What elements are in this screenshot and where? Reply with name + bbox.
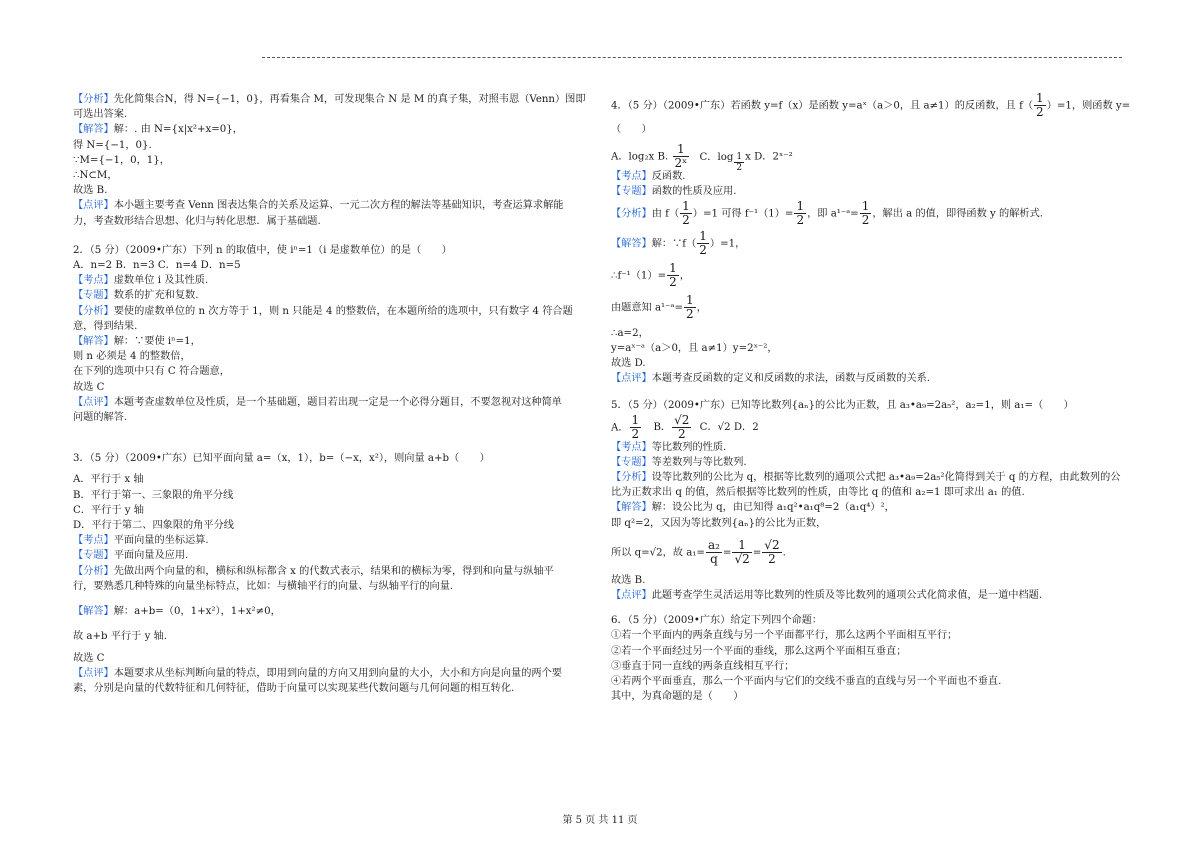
q1-comment-text: 本小题主要考查 Venn 图表达集合的关系及运算、一元二次方程的解法等基础知识，考查运算求解能 xyxy=(113,200,564,212)
numerator: 1 xyxy=(673,143,690,157)
q2-answer-line-2: 则 n 必须是 4 的整数倍， xyxy=(73,351,191,363)
q1-answer-line-3: ∵M={−1，0，1}， xyxy=(73,154,170,166)
q4-answer-line-2: ∴f⁻¹（1）= xyxy=(611,270,667,282)
q5-point-text: 等比数列的性质. xyxy=(651,441,727,453)
q4-comment-text: 本题考查反函数的定义和反函数的求法，函数与反函数的关系. xyxy=(651,373,931,385)
q4-analysis-text-2: ）=1 可得 f⁻¹（1）= xyxy=(692,208,794,220)
q2-answer xyxy=(73,334,583,349)
denominator: 2 xyxy=(677,426,686,441)
q4-log-base xyxy=(734,152,744,173)
q5-stem: 5．（5 分）（2009•广东）已知等比数列{aₙ}的公比为正数，且 a₃•a₉=2a₅²，a₂=1，则 a₁=（ ） xyxy=(611,400,1074,412)
q2-topic xyxy=(73,288,583,303)
q5-topic-text: 等差数列与等比数列. xyxy=(651,456,747,468)
denominator: 2ˣ xyxy=(674,156,688,171)
numerator: 1 xyxy=(861,198,870,213)
q6-proposition-3: ③垂直于同一直线的两条直线相互平行； xyxy=(611,660,795,672)
numerator: √2 xyxy=(674,412,690,427)
page-footer: 第 5 页 共 11 页 xyxy=(562,815,638,826)
analysis-tag: 【分析】 xyxy=(73,305,114,317)
q4-answer-line-5: y=aˣ⁻ᵃ（a＞0，且 a≠1）y=2ˣ⁻²， xyxy=(611,342,778,354)
numerator: 1 xyxy=(631,412,640,427)
q3-topic-text: 平面向量及应用. xyxy=(113,550,189,562)
q4-options xyxy=(611,142,1121,173)
q3-option-b: B．平行于第一、三象限的角平分线 xyxy=(73,489,234,501)
comment-tag: 【点评】 xyxy=(73,667,114,679)
q2-point xyxy=(73,273,583,288)
q5-comment-text: 此题考查学生灵活运用等比数列的性质及等比数列的通项公式化简求值，是一道中档题. xyxy=(651,590,1043,602)
fraction-half xyxy=(697,230,709,257)
q3-answer xyxy=(73,604,583,619)
q3-comment xyxy=(73,666,583,681)
denominator: q xyxy=(710,551,718,566)
q4-answer-2: ∴f⁻¹（1）= $\frac{1}{2}$ ， xyxy=(611,260,690,289)
fraction-half xyxy=(794,200,806,227)
fraction-half xyxy=(630,414,642,441)
q1-answer-line-1: 解：. 由 N={x|x²+x=0}， xyxy=(113,124,243,136)
numerator: 1 xyxy=(669,260,677,275)
q5-topic xyxy=(611,455,1121,470)
q3-analysis-text: 先做出两个向量的和，横标和纵标都含 x 的代数式表示，结果和的横标为零，得到和向量与纵轴平 xyxy=(113,565,554,577)
denominator: 2 xyxy=(686,306,694,321)
denominator: 2 xyxy=(1036,105,1044,119)
numerator: 1 xyxy=(686,292,694,307)
q5-option-c-d: C．√2 D．2 xyxy=(699,422,759,434)
q1-analysis xyxy=(73,92,586,107)
q5-option-b: B． xyxy=(653,422,672,434)
analysis-tag: 【分析】 xyxy=(73,565,114,577)
q3-point xyxy=(73,533,583,548)
topic-tag: 【专题】 xyxy=(611,186,652,198)
q5-answer-line-2: 即 q²=2，又因为等比数列{aₙ}的公比为正数， xyxy=(611,517,827,529)
fraction-sqrt2-over-2 xyxy=(672,414,691,441)
numerator: a₂ xyxy=(707,537,720,552)
q3-analysis-text-2: 行，要熟悉几种特殊的向量坐标特点，比如：与横轴平行的向量、与纵轴平行的向量. xyxy=(73,580,454,592)
q4-point xyxy=(611,169,1121,184)
q1-answer-line-4: ∴N⊂M， xyxy=(73,170,118,182)
q3-topic xyxy=(73,548,583,563)
denominator: 2 xyxy=(861,212,870,227)
point-tag: 【考点】 xyxy=(611,171,652,183)
q2-comment-text: 本题考查虚数单位及性质，是一个基础题，题目若出现一定是一个必得分题目，不要忽视对这种简单 xyxy=(113,396,562,408)
q5-answer-3: 所以 q=√2，故 a₁= $\frac{\text{a₂}}{q}$ = $\frac{1}{√2}$ = $\frac{√2}{2}$ . xyxy=(611,537,786,566)
q1-answer xyxy=(73,122,583,137)
q4-stem-text-2: ）=1，则函数 y= xyxy=(1046,100,1131,112)
denominator: 2 xyxy=(669,274,677,289)
q5-answer xyxy=(611,500,1121,515)
analysis-tag: 【分析】 xyxy=(611,472,652,484)
right-column xyxy=(611,91,1131,704)
q3-option-d: D．平行于第二、四象限的角平分线 xyxy=(73,520,234,532)
denominator: √2 xyxy=(734,551,750,566)
q2-analysis-text-2: 意，得到结果. xyxy=(73,320,138,332)
point-tag: 【考点】 xyxy=(611,441,652,453)
comment-tag: 【点评】 xyxy=(611,590,652,602)
q5-comment xyxy=(611,588,1121,603)
q3-answer-line-1: 解：a+b=（0，1+x²），1+x²≠0， xyxy=(113,606,281,618)
denominator: 2 xyxy=(699,242,707,257)
q5-options xyxy=(611,414,1121,440)
q4-paren: （ ） xyxy=(611,124,652,135)
numerator: 1 xyxy=(732,539,751,553)
header-rule xyxy=(262,57,1122,58)
q5-analysis xyxy=(611,470,1121,485)
q2-point-text: 虚数单位 i 及其性质. xyxy=(113,275,209,287)
q4-option-a: A．log₂x B. xyxy=(611,151,669,163)
q2-answer-line-3: 在下列的选项中只有 C 符合题意， xyxy=(73,366,230,378)
fraction-half xyxy=(1034,92,1046,119)
q4-point-text: 反函数. xyxy=(651,171,686,183)
fraction-1-over-sqrt2 xyxy=(732,539,751,566)
denominator: 2 xyxy=(796,212,805,227)
comment-tag: 【点评】 xyxy=(73,200,114,212)
answer-tag: 【解答】 xyxy=(611,238,652,250)
q1-comment-text-2: 力，考查数形结合思想、化归与转化思想．属于基础题. xyxy=(73,215,321,227)
q2-comment xyxy=(73,395,583,410)
topic-tag: 【专题】 xyxy=(73,290,114,302)
q5-option-a: A． xyxy=(611,422,629,434)
answer-tag: 【解答】 xyxy=(73,336,114,348)
q1-analysis-text: 先化简集合N，得 N={−1，0}，再看集合 M，可发现集合 N 是 M 的真子集，对照韦恩（Venn）图即 xyxy=(113,94,586,105)
denominator: 2 xyxy=(631,426,640,441)
q4-option-c: C．log xyxy=(699,151,734,163)
q4-answer-text: 解：∵f（ xyxy=(651,238,697,250)
q5-answer-line-1: 解：设公比为 q，由已知得 a₁q²•a₁q⁸=2（a₁q⁴）²， xyxy=(651,502,895,514)
q1-answer-line-2: 得 N={−1，0}. xyxy=(73,139,152,151)
q4-topic-text: 函数的性质及应用. xyxy=(651,186,737,198)
q3-comment-text-2: 素，分别是向量的代数特征和几何特征，借助于向量可以实现某些代数问题与几何问题的相互转化. xyxy=(73,682,515,694)
q4-answer-3: 由题意知 a¹⁻ᵃ= $\frac{1}{2}$ ， xyxy=(611,292,707,321)
denominator: 2 xyxy=(736,162,743,173)
q6-proposition-1: ①若一个平面内的两条直线与另一个平面都平行，那么这两个平面相互平行； xyxy=(611,630,958,642)
analysis-tag: 【分析】 xyxy=(73,94,114,105)
q6-stem: 6．（5 分）（2009•广东）给定下列四个命题： xyxy=(611,615,823,627)
q4-stem xyxy=(611,91,1131,119)
q4-answer-text-2: ）=1， xyxy=(709,238,746,250)
q3-stem: 3．（5 分）（2009•广东）已知平面向量 a=（x，1），b=（−x，x²），则向量 a+b（ ） xyxy=(73,453,490,465)
q2-analysis-text: 要使的虚数单位的 n 次方等于 1，则 n 只能是 4 的整数倍，在本题所给的选项中，只有数字 4 符合题 xyxy=(113,305,573,317)
q5-choice: 故选 B. xyxy=(611,574,646,586)
q3-option-c: C．平行于 y 轴 xyxy=(73,504,144,516)
q3-point-text: 平面向量的坐标运算. xyxy=(113,535,209,547)
q1-analysis-text-2: 可选出答案. xyxy=(73,109,128,121)
q4-answer-line-4: ∴a=2， xyxy=(611,327,649,339)
q3-option-a: A．平行于 x 轴 xyxy=(73,474,144,486)
q4-stem-text: 4．（5 分）（2009•广东）若函数 y=f（x）是函数 y=aˣ（a＞0，且 a≠1）的反函数，且 f（ xyxy=(611,100,1034,112)
answer-tag: 【解答】 xyxy=(73,124,114,136)
q4-answer-line-3: 由题意知 a¹⁻ᵃ= xyxy=(611,302,683,314)
topic-tag: 【专题】 xyxy=(611,456,652,468)
q4-comment xyxy=(611,371,1121,386)
fraction-a2-over-q xyxy=(706,539,722,566)
q4-analysis-text-3: ，即 a¹⁻ᵃ= xyxy=(807,208,859,220)
q5-answer-line-3: 所以 q=√2，故 a₁= xyxy=(611,547,705,559)
denominator: 2 xyxy=(768,551,776,566)
numerator: 1 xyxy=(1036,91,1044,105)
point-tag: 【考点】 xyxy=(73,275,114,287)
q2-answer-line-1: 解：∵要使 iⁿ=1， xyxy=(113,336,201,348)
numerator: √2 xyxy=(764,537,780,552)
q2-choice: 故选 C xyxy=(73,381,105,393)
fraction-half xyxy=(667,262,679,289)
q3-analysis xyxy=(73,564,583,579)
numerator: 1 xyxy=(682,198,690,213)
q4-analysis-text-4: ，解出 a 的值，即得函数 y 的解析式. xyxy=(872,208,1044,220)
q2-stem: 2．（5 分）（2009•广东）下列 n 的取值中，使 iⁿ=1（i 是虚数单位）的是（ ） xyxy=(73,244,452,256)
q1-choice: 故选 B. xyxy=(73,185,108,197)
comment-tag: 【点评】 xyxy=(73,396,114,408)
q4-choice: 故选 D. xyxy=(611,358,646,370)
numerator: 1 xyxy=(796,198,805,213)
q2-options: A．n=2 B．n=3 C．n=4 D．n=5 xyxy=(73,260,241,272)
denominator: 2 xyxy=(682,212,690,227)
q6-proposition-4: ④若两个平面垂直，那么一个平面内与它们的交线不垂直的直线与另一个平面也不垂直. xyxy=(611,676,1002,688)
numerator: 1 xyxy=(699,228,707,243)
q6-question: 其中，为真命题的是（ ） xyxy=(611,691,744,703)
q3-comment-text: 本题要求从坐标判断向量的特点，即用到向量的方向又用到向量的大小，大小和方向是向量的两个要 xyxy=(113,667,562,679)
q4-option-b-fraction xyxy=(673,143,690,170)
q3-choice: 故选 C xyxy=(73,652,105,664)
q2-analysis xyxy=(73,304,583,319)
q4-answer-1 xyxy=(611,230,1121,256)
q4-analysis xyxy=(611,200,1121,226)
fraction-sqrt2-over-2 xyxy=(762,539,781,566)
analysis-tag: 【分析】 xyxy=(611,208,652,220)
fraction-half xyxy=(860,200,872,227)
topic-tag: 【专题】 xyxy=(73,550,114,562)
q4-analysis-text: 由 f（ xyxy=(651,208,680,220)
q6-proposition-2: ②若一个平面经过另一个平面的垂线，那么这两个平面相互垂直； xyxy=(611,645,907,657)
comment-tag: 【点评】 xyxy=(611,373,652,385)
q4-option-d: x D．2ˣ⁻² xyxy=(745,151,793,163)
q5-analysis-text-2: 比为正数求出 q 的值，然后根据等比数列的性质，由等比 q 的值和 a₂=1 即可求出 a₁ 的值. xyxy=(611,487,1025,499)
q4-topic xyxy=(611,184,1121,199)
q3-answer-line-2: 故 a+b 平行于 y 轴. xyxy=(73,631,168,643)
answer-tag: 【解答】 xyxy=(611,502,652,514)
numerator: 1 xyxy=(736,151,743,162)
q2-topic-text: 数系的扩充和复数. xyxy=(113,290,199,302)
fraction-half xyxy=(680,200,692,227)
q2-comment-text-2: 问题的解答. xyxy=(73,412,128,424)
point-tag: 【考点】 xyxy=(73,535,114,547)
q1-comment xyxy=(73,198,583,213)
left-column xyxy=(73,92,586,696)
q5-analysis-text: 设等比数列的公比为 q，根据等比数列的通项公式把 a₃•a₉=2a₅²化简得到关于 q 的方程，由此数列的公 xyxy=(651,472,1121,484)
q5-point xyxy=(611,440,1121,455)
answer-tag: 【解答】 xyxy=(73,606,114,618)
fraction-half xyxy=(684,294,696,321)
